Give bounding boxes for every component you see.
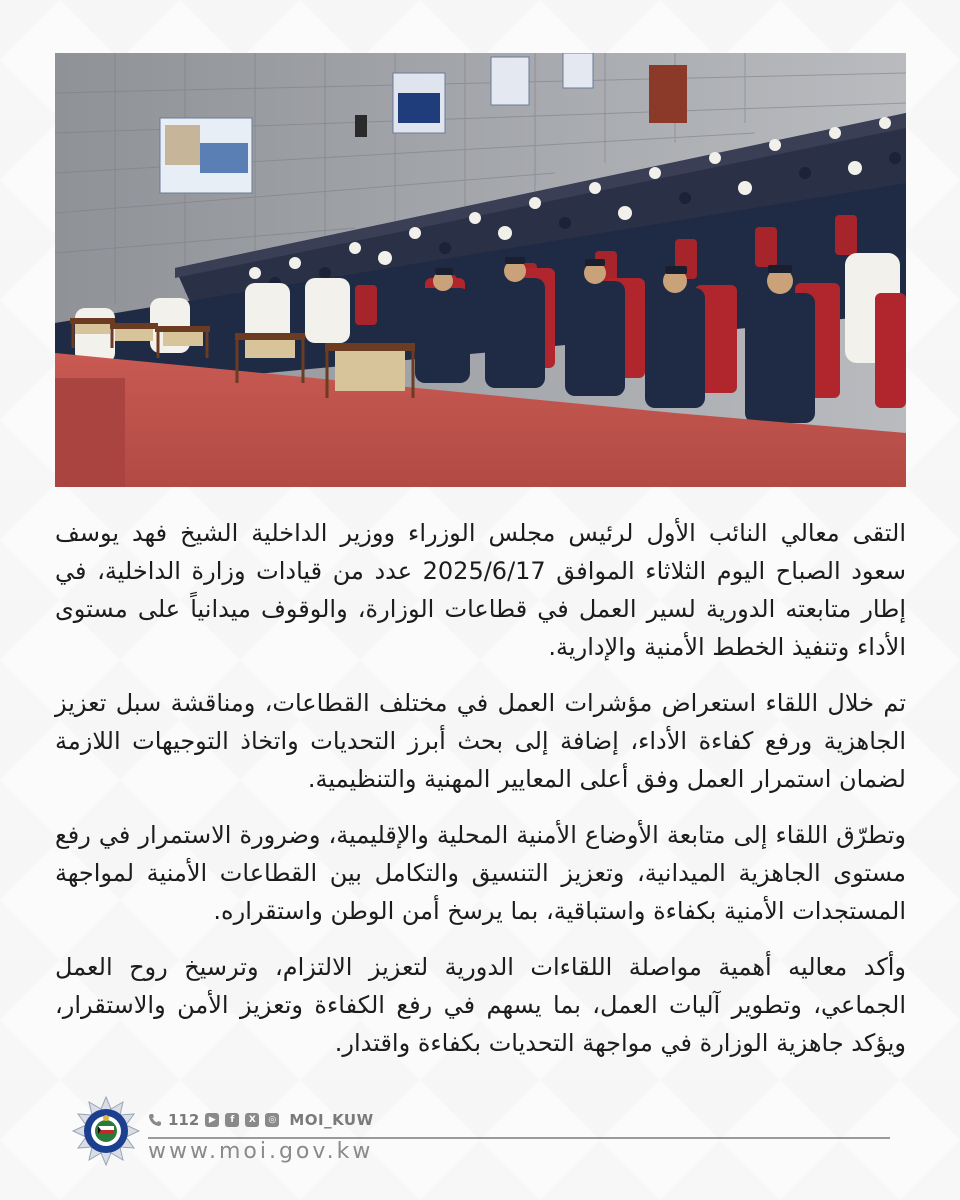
paragraph-2: تم خلال اللقاء استعراض مؤشرات العمل في مختلف القطاعات، ومناقشة سبل تعزيز الجاهزية ورفع كفاءة الأداء، إضافة إلى بحث أبرز التحديات واتخاذ التوجيهات اللازمة لضمان استمرار العمل وفق أعلى المعايير المهنية والتنظيمية.	[55, 689, 906, 793]
paragraph-3: وتطرّق اللقاء إلى متابعة الأوضاع الأمنية المحلية والإقليمية، وضرورة الاستمرار في رفع مستوى الجاهزية الميدانية، وتعزيز التنسيق والتكامل بين القطاعات الأمنية لمواجهة المستجدات الأمنية بكفاءة واستباقية، بما يرسخ أمن الوطن واستقراره.	[55, 821, 906, 925]
website-link[interactable]: www.moi.gov.kw	[148, 1139, 374, 1164]
instagram-icon[interactable]: ◎	[265, 1113, 279, 1127]
article-body	[55, 514, 906, 1080]
social-handle[interactable]: MOI_KUW	[289, 1111, 374, 1129]
phone-number: 112	[168, 1111, 200, 1129]
x-icon[interactable]: X	[245, 1113, 259, 1127]
kuwait-police-emblem-icon	[70, 1095, 142, 1167]
youtube-icon[interactable]: ▶	[205, 1113, 219, 1127]
phone-icon	[148, 1113, 162, 1127]
paragraph-4: وأكد معاليه أهمية مواصلة اللقاءات الدورية لتعزيز الالتزام، وترسيخ روح العمل الجماعي، وتطوير آليات العمل، بما يسهم في رفع الكفاءة وتعزيز الأمن والاستقرار، ويؤكد جاهزية الوزارة في مواجهة التحديات بكفاءة واقتدار.	[55, 953, 906, 1057]
contact-row	[148, 1109, 374, 1131]
paragraph-1: التقى معالي النائب الأول لرئيس مجلس الوزراء ووزير الداخلية الشيخ فهد يوسف سعود الصباح اليوم الثلاثاء الموافق 2025/6/17 عدد من قيادات وزارة الداخلية، في إطار متابعته الدورية لسير العمل في قطاعات الوزارة، والوقوف ميدانياً على مستوى الأداء وتنفيذ الخطط الأمنية والإدارية.	[55, 519, 906, 661]
facebook-icon[interactable]: f	[225, 1113, 239, 1127]
footer	[70, 1095, 900, 1175]
auditorium-photo	[55, 53, 906, 487]
